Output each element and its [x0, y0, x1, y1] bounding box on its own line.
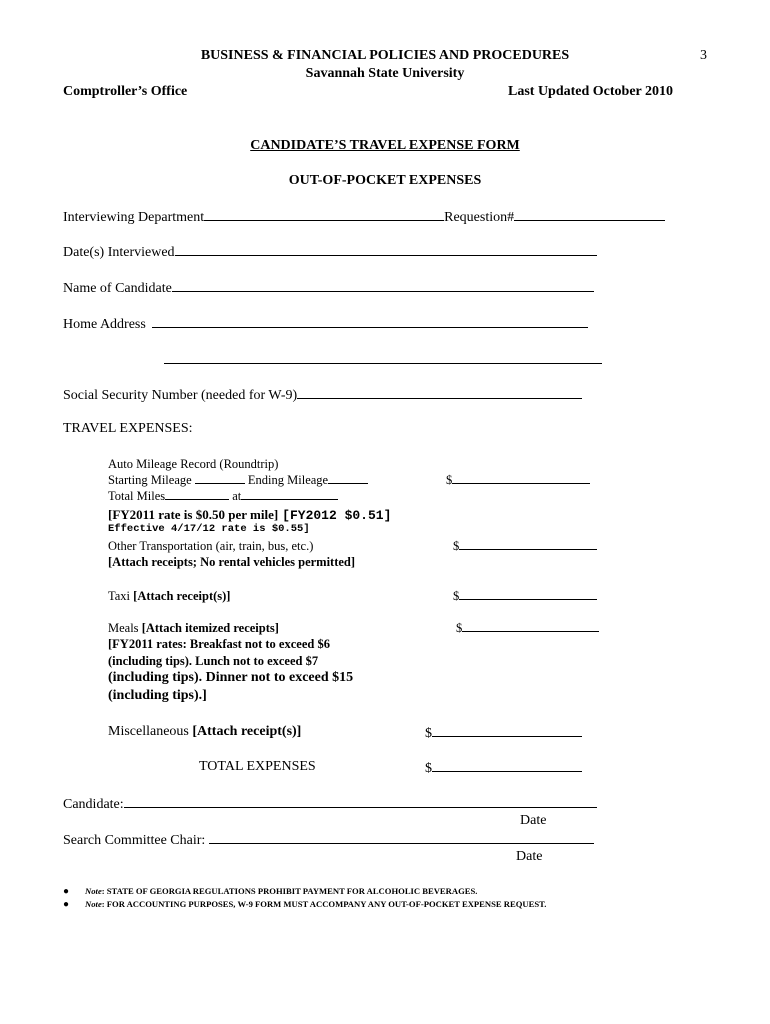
chair-signature[interactable] — [63, 831, 594, 849]
department-line[interactable] — [204, 208, 444, 221]
other-transport-label: Other Transportation (air, train, bus, etc.) — [108, 539, 314, 553]
home-address-line-2[interactable] — [164, 351, 602, 364]
meals-dollar: $ — [456, 621, 463, 635]
note-text: : FOR ACCOUNTING PURPOSES, W-9 FORM MUST ACCOMPANY ANY OUT-OF-POCKET EXPENSE REQUEST. — [101, 899, 547, 909]
meals-line[interactable] — [462, 621, 599, 632]
taxi-row — [108, 589, 230, 604]
other-transport-dollar: $ — [453, 539, 460, 553]
candidate-name-field[interactable] — [63, 279, 594, 297]
last-updated: Last Updated October 2010 — [508, 84, 674, 99]
total-expenses-label: TOTAL EXPENSES — [199, 759, 316, 774]
mileage-amount[interactable] — [446, 473, 590, 488]
dates-field[interactable] — [63, 243, 597, 261]
misc-label: Miscellaneous — [108, 724, 193, 739]
fy2011-rate: [FY2011 rate is $0.50 per mile] — [108, 507, 279, 522]
chair-signature-line[interactable] — [209, 831, 594, 844]
taxi-attach: [Attach receipt(s)] — [133, 589, 231, 603]
bullet-icon: ● — [63, 886, 70, 897]
other-transport-line[interactable] — [459, 539, 597, 550]
travel-expenses-heading: TRAVEL EXPENSES: — [63, 421, 193, 436]
meals-rates-line-1: [FY2011 rates: Breakfast not to exceed $6 — [108, 637, 330, 651]
ssn-line[interactable] — [297, 386, 582, 399]
meals-rates-line-4: (including tips).] — [108, 688, 207, 703]
rate-row — [108, 506, 391, 524]
department-field[interactable] — [63, 208, 665, 226]
misc-amount[interactable] — [425, 724, 582, 742]
meals-rates-line-2: (including tips). Lunch not to exceed $7 — [108, 654, 319, 668]
total-miles-label: Total Miles — [108, 489, 166, 503]
candidate-name-line[interactable] — [172, 279, 594, 292]
form-title: CANDIDATE’S TRAVEL EXPENSE FORM — [250, 138, 520, 153]
chair-date-label: Date — [516, 849, 543, 864]
starting-mileage-line[interactable] — [195, 473, 245, 484]
taxi-label: Taxi — [108, 589, 134, 603]
ending-mileage-line[interactable] — [328, 473, 368, 484]
note-label: Note — [85, 899, 102, 909]
note-item — [63, 894, 546, 912]
mileage-dollar: $ — [446, 473, 453, 487]
misc-dollar: $ — [425, 726, 432, 741]
candidate-signature-label: Candidate: — [63, 797, 124, 812]
office-name: Comptroller’s Office — [63, 84, 188, 99]
home-address-label: Home Address — [63, 317, 146, 332]
rate-line[interactable] — [241, 489, 338, 500]
meals-row — [108, 621, 279, 636]
document-title: BUSINESS & FINANCIAL POLICIES AND PROCEDURES — [200, 48, 570, 63]
ssn-field[interactable] — [63, 386, 582, 404]
meals-attach: [Attach itemized receipts] — [141, 621, 279, 635]
total-line[interactable] — [432, 759, 582, 772]
ssn-label: Social Security Number (needed for W-9) — [63, 388, 298, 403]
total-dollar: $ — [425, 761, 432, 776]
mileage-amount-line[interactable] — [452, 473, 590, 484]
at-label: at — [232, 489, 242, 503]
institution-name: Savannah State University — [305, 66, 465, 81]
fy2012-rate: [FY2012 $0.51] — [282, 508, 392, 523]
meals-amount[interactable] — [456, 621, 599, 636]
mileage-row — [108, 473, 368, 488]
misc-line[interactable] — [432, 724, 582, 737]
chair-signature-label: Search Committee Chair: — [63, 833, 209, 848]
department-label: Interviewing Department — [63, 210, 205, 225]
requestion-line[interactable] — [514, 208, 665, 221]
page-number: 3 — [700, 48, 707, 63]
candidate-date-label: Date — [520, 813, 547, 828]
ending-mileage-label: Ending Mileage — [247, 473, 329, 487]
taxi-dollar: $ — [453, 589, 460, 603]
meals-label: Meals — [108, 621, 142, 635]
dates-line[interactable] — [175, 243, 597, 256]
other-transport-amount[interactable] — [453, 539, 597, 554]
home-address-field[interactable] — [63, 315, 588, 333]
home-address-line-1[interactable] — [152, 315, 588, 328]
effective-rate: Effective 4/17/12 rate is $0.55] — [108, 523, 310, 535]
total-miles-row — [108, 489, 338, 504]
dates-label: Date(s) Interviewed — [63, 245, 175, 260]
candidate-signature-line[interactable] — [124, 795, 597, 808]
taxi-line[interactable] — [459, 589, 597, 600]
misc-row — [108, 724, 301, 740]
total-expenses-amount[interactable] — [425, 759, 582, 777]
form-subtitle: OUT-OF-POCKET EXPENSES — [288, 173, 482, 188]
other-transport-attach: [Attach receipts; No rental vehicles permitted] — [108, 555, 356, 569]
candidate-signature[interactable] — [63, 795, 597, 813]
bullet-icon: ● — [63, 899, 70, 910]
taxi-amount[interactable] — [453, 589, 597, 604]
meals-rates-line-3: (including tips). Dinner not to exceed $15 — [108, 670, 354, 685]
note-text: : STATE OF GEORGIA REGULATIONS PROHIBIT PAYMENT FOR ALCOHOLIC BEVERAGES. — [101, 886, 478, 896]
misc-attach: [Attach receipt(s)] — [192, 724, 302, 739]
total-miles-line[interactable] — [165, 489, 229, 500]
candidate-name-label: Name of Candidate — [63, 281, 172, 296]
mileage-record-label: Auto Mileage Record (Roundtrip) — [108, 457, 279, 471]
starting-mileage-label: Starting Mileage — [108, 473, 192, 487]
requestion-label: Requestion# — [444, 210, 515, 225]
note-label: Note — [85, 886, 102, 896]
